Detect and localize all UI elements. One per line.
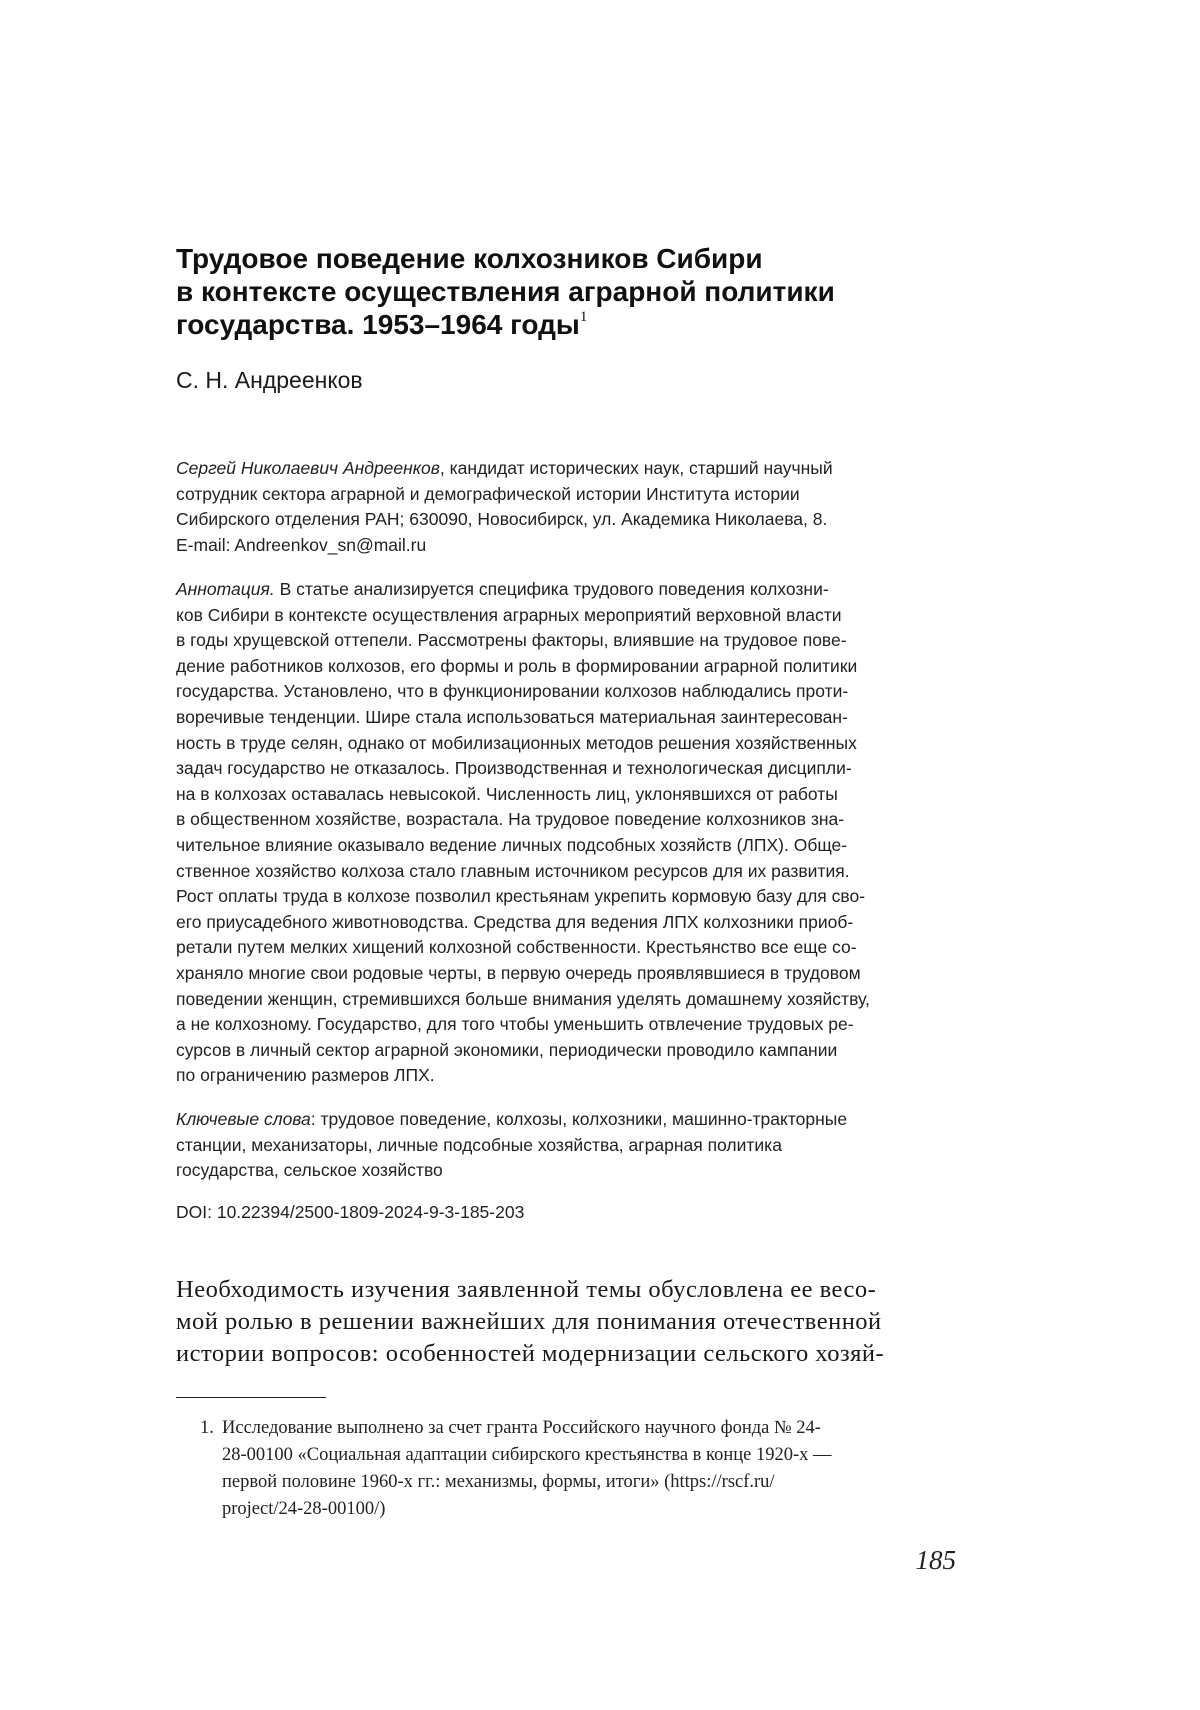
affiliation-line-text: , кандидат исторических наук, старший научный bbox=[440, 458, 833, 478]
abstract-line: а не колхозному. Государство, для того чтобы уменьшить отвлечение трудовых ре- bbox=[176, 1012, 960, 1038]
doi: DOI: 10.22394/2500-1809-2024-9-3-185-203 bbox=[176, 1200, 960, 1226]
email-line: E-mail: Andreenkov_sn@mail.ru bbox=[176, 533, 960, 559]
author-full-name: Сергей Николаевич Андреенков bbox=[176, 458, 440, 478]
title-footnote-mark: 1 bbox=[580, 309, 588, 325]
abstract bbox=[176, 577, 960, 1089]
abstract-line: ность в труде селян, однако от мобилизационных методов решения хозяйственных bbox=[176, 731, 960, 757]
abstract-line: воречивые тенденции. Шире стала использоваться материальная заинтересован- bbox=[176, 705, 960, 731]
footnote-line: первой половине 1960-х гг.: механизмы, формы, итоги» (https://rscf.ru/ bbox=[222, 1469, 962, 1496]
abstract-line: дение работников колхозов, его формы и роль в формировании аграрной политики bbox=[176, 654, 960, 680]
abstract-line: чительное влияние оказывало ведение личных подсобных хозяйств (ЛПХ). Обще- bbox=[176, 833, 960, 859]
affiliation-line: Сибирского отделения РАН; 630090, Новосибирск, ул. Академика Николаева, 8. bbox=[176, 507, 960, 533]
body-line: мой ролью в решении важнейших для понимания отечественной bbox=[176, 1306, 960, 1338]
body-text bbox=[176, 1274, 960, 1370]
keywords-line: государства, сельское хозяйство bbox=[176, 1158, 960, 1184]
journal-page bbox=[0, 0, 1200, 1710]
abstract-line: в годы хрущевской оттепели. Рассмотрены факторы, влиявшие на трудовое пове- bbox=[176, 628, 960, 654]
footnote-line: project/24-28-00100/) bbox=[222, 1496, 962, 1523]
affiliation-line: сотрудник сектора аграрной и демографической истории Института истории bbox=[176, 482, 960, 508]
abstract-line: ков Сибири в контексте осуществления аграрных мероприятий верховной власти bbox=[176, 603, 960, 629]
abstract-line: на в колхозах оставалась невысокой. Численность лиц, уклонявшихся от работы bbox=[176, 782, 960, 808]
abstract-line: ретали путем мелких хищений колхозной собственности. Крестьянство все еще со- bbox=[176, 935, 960, 961]
page-number: 185 bbox=[916, 1545, 957, 1576]
title-line: Трудовое поведение колхозников Сибири bbox=[176, 242, 960, 275]
footnote-line: 28-00100 «Социальная адаптации сибирского крестьянства в конце 1920-х — bbox=[222, 1442, 962, 1469]
author-affiliation bbox=[176, 456, 960, 558]
keywords-label: Ключевые слова bbox=[176, 1109, 311, 1129]
abstract-label: Аннотация. bbox=[176, 579, 275, 599]
keywords-line: станции, механизаторы, личные подсобные хозяйства, аграрная политика bbox=[176, 1133, 960, 1159]
body-line: Необходимость изучения заявленной темы обусловлена ее весо- bbox=[176, 1274, 960, 1306]
keywords-line-text: : трудовое поведение, колхозы, колхозники, машинно-тракторные bbox=[311, 1109, 847, 1129]
title-line-text: государства. 1953–1964 годы bbox=[176, 309, 580, 340]
keywords-line bbox=[176, 1107, 960, 1133]
title-line bbox=[176, 308, 960, 347]
abstract-line: Рост оплаты труда в колхозе позволил крестьянам укрепить кормовую базу для сво- bbox=[176, 884, 960, 910]
abstract-line: его приусадебного животноводства. Средства для ведения ЛПХ колхозники приоб- bbox=[176, 910, 960, 936]
abstract-line: ственное хозяйство колхоза стало главным источником ресурсов для их развития. bbox=[176, 859, 960, 885]
abstract-line: сурсов в личный сектор аграрной экономики, периодически проводило кампании bbox=[176, 1038, 960, 1064]
footnote-number: 1. bbox=[200, 1415, 214, 1442]
affiliation-line bbox=[176, 456, 960, 482]
abstract-line: поведении женщин, стремившихся больше внимания уделять домашнему хозяйству, bbox=[176, 987, 960, 1013]
body-line: истории вопросов: особенностей модернизации сельского хозяй- bbox=[176, 1338, 960, 1370]
abstract-line: храняло многие свои родовые черты, в первую очередь проявлявшиеся в трудовом bbox=[176, 961, 960, 987]
footnote bbox=[222, 1415, 962, 1523]
footnote-line: Исследование выполнено за счет гранта Российского научного фонда № 24- bbox=[222, 1415, 962, 1442]
abstract-line: по ограничению размеров ЛПХ. bbox=[176, 1063, 960, 1089]
title-line: в контексте осуществления аграрной политики bbox=[176, 275, 960, 308]
footnote-separator bbox=[176, 1397, 326, 1398]
abstract-line: государства. Установлено, что в функционировании колхозов наблюдались проти- bbox=[176, 679, 960, 705]
keywords bbox=[176, 1107, 960, 1184]
abstract-line: задач государство не отказалось. Производственная и технологическая дисципли- bbox=[176, 756, 960, 782]
abstract-line bbox=[176, 577, 960, 603]
abstract-line-text: В статье анализируется специфика трудового поведения колхозни- bbox=[275, 579, 829, 599]
author-name: С. Н. Андреенков bbox=[176, 366, 960, 394]
article-title bbox=[176, 242, 960, 347]
abstract-line: в общественном хозяйстве, возрастала. На трудовое поведение колхозников зна- bbox=[176, 807, 960, 833]
